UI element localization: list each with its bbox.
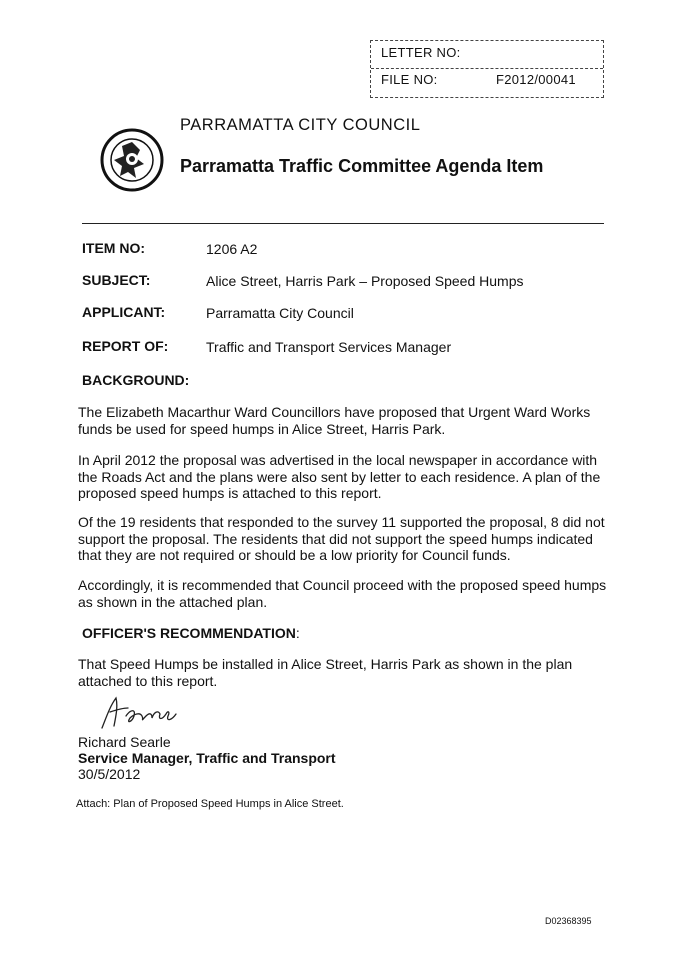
reference-box-divider <box>371 68 603 69</box>
letter-no-label: LETTER NO: <box>381 45 461 60</box>
file-no-label: FILE NO: <box>381 72 438 87</box>
header-divider <box>82 223 604 224</box>
item-no-label: ITEM NO: <box>82 240 145 256</box>
attachment-note: Attach: Plan of Proposed Speed Humps in Alice Street. <box>76 798 344 810</box>
report-of-value: Traffic and Transport Services Manager <box>206 339 452 355</box>
applicant-value: Parramatta City Council <box>206 305 354 321</box>
recommendation-heading-text: OFFICER'S RECOMMENDATION <box>82 625 296 641</box>
background-paragraph: Accordingly, it is recommended that Council proceed with the proposed speed humps as shown in the attached plan. <box>78 577 607 610</box>
signatory-title: Service Manager, Traffic and Transport <box>78 750 336 766</box>
applicant-label: APPLICANT: <box>82 304 166 320</box>
document-id: D02368395 <box>545 916 592 926</box>
background-paragraph: Of the 19 residents that responded to the survey 11 supported the proposal, 8 did not support the proposal. The residents that did not support the speed humps indicated that they are not required or should be a low priority for Council funds. <box>78 514 605 563</box>
file-no-value: F2012/00041 <box>496 72 576 87</box>
subject-label: SUBJECT: <box>82 272 151 288</box>
report-of-label: REPORT OF: <box>82 338 169 354</box>
reference-box <box>370 40 604 98</box>
background-paragraph: In April 2012 the proposal was advertised in the local newspaper in accordance with the Roads Act and the plans were also sent by letter to each residence. A plan of the proposed speed humps is attached to this report. <box>78 452 601 501</box>
file-no-row <box>381 72 596 87</box>
signatory-name: Richard Searle <box>78 734 171 750</box>
signature-date: 30/5/2012 <box>78 766 141 782</box>
recommendation-text: That Speed Humps be installed in Alice Street, Harris Park as shown in the plan attached to this report. <box>78 656 573 689</box>
recommendation-heading-colon: : <box>295 625 300 641</box>
subject-value: Alice Street, Harris Park – Proposed Speed Humps <box>206 273 524 289</box>
background-heading: BACKGROUND: <box>82 372 190 388</box>
letter-no-row <box>381 45 481 60</box>
council-seal-icon <box>100 128 164 192</box>
recommendation-heading <box>82 625 300 641</box>
council-name: PARRAMATTA CITY COUNCIL <box>180 116 421 134</box>
item-no-value: 1206 A2 <box>206 241 258 257</box>
handwritten-signature <box>96 692 186 732</box>
background-paragraph: The Elizabeth Macarthur Ward Councillors have proposed that Urgent Ward Works funds be used for speed humps in Alice Street, Harris Park. <box>78 404 591 437</box>
agenda-title: Parramatta Traffic Committee Agenda Item <box>180 156 544 176</box>
